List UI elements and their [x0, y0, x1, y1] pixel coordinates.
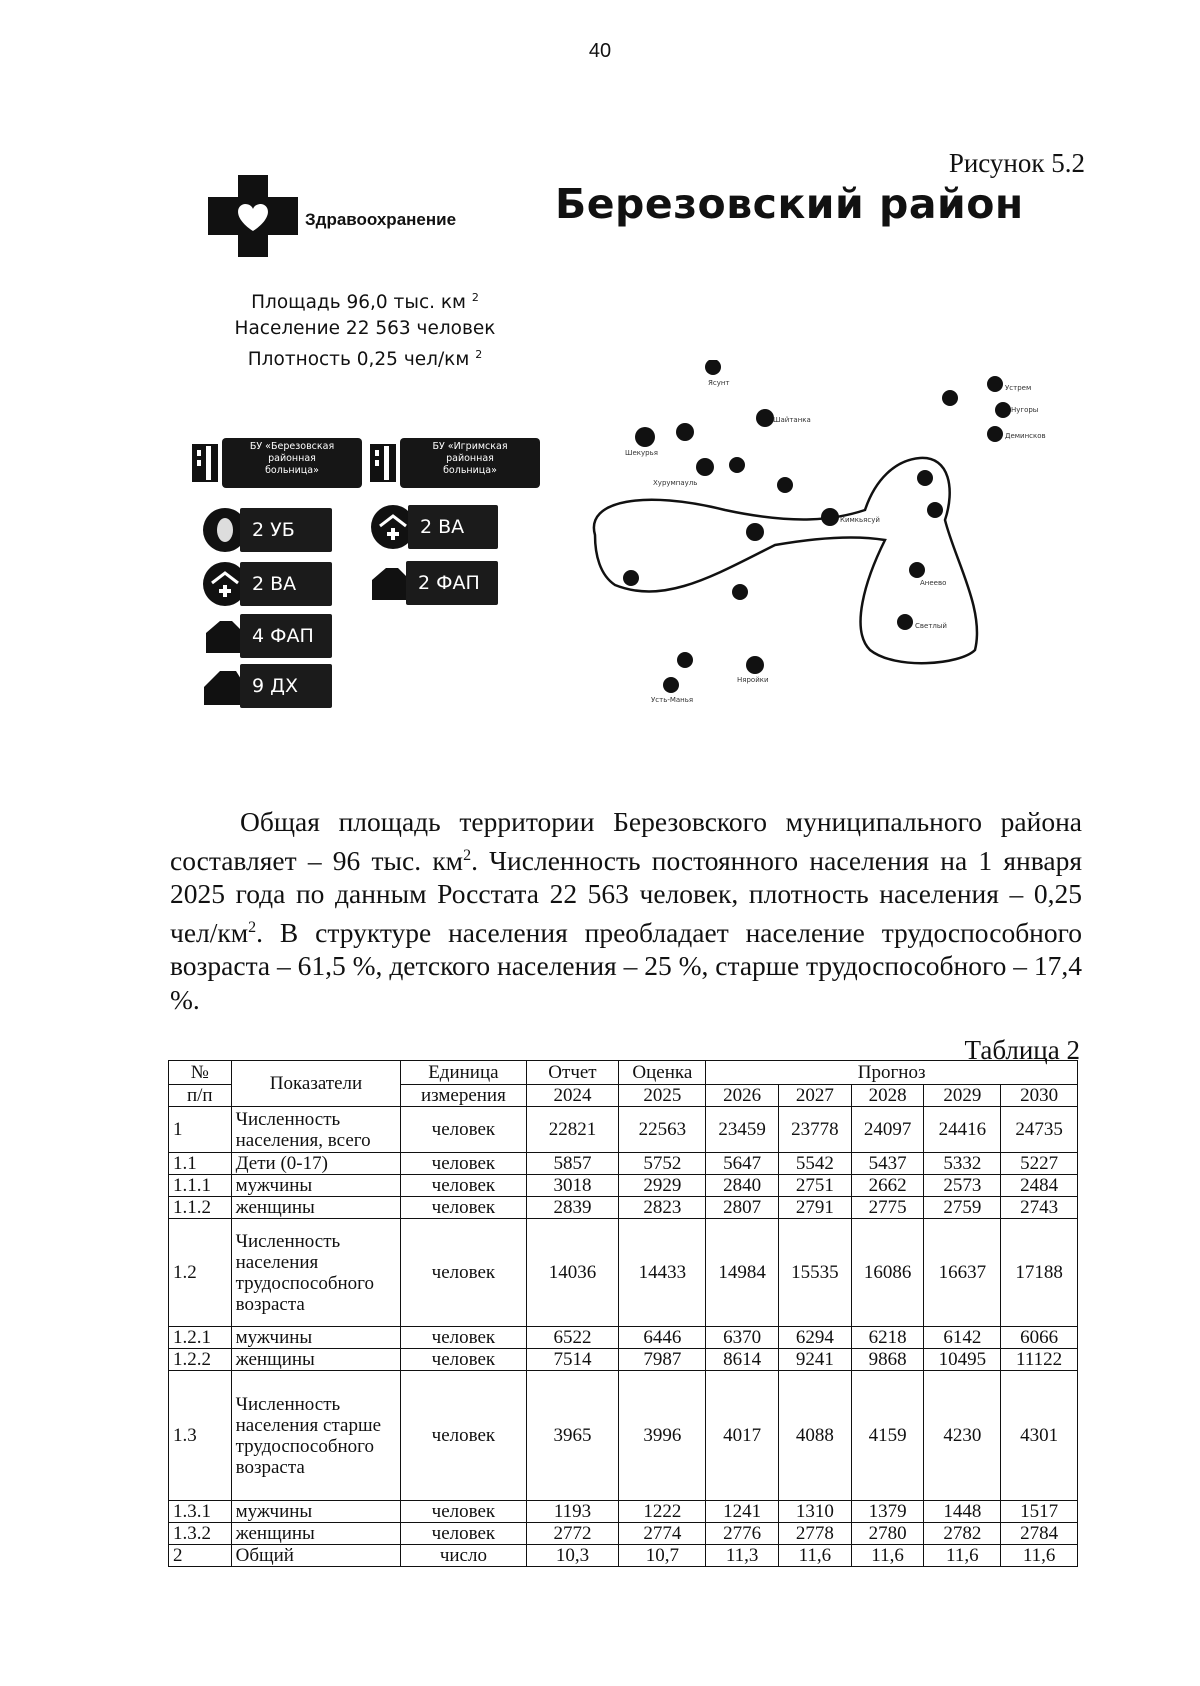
row-value: 14984: [706, 1219, 779, 1327]
row-number: 1.3.2: [169, 1523, 232, 1545]
map-label: Светлый: [915, 622, 947, 630]
facility-dh-left: 9 ДХ: [240, 664, 332, 708]
row-value: 16086: [851, 1219, 924, 1327]
population-table: [168, 1060, 1078, 1567]
row-number: 1.1.2: [169, 1197, 232, 1219]
page-number: 40: [588, 40, 612, 62]
header-num-sub: п/п: [169, 1085, 232, 1107]
table-row: [169, 1175, 1078, 1197]
row-value: 2839: [526, 1197, 619, 1219]
description-paragraph: Общая площадь территории Березовского муниципального района составляет – 96 тыс. $км^2$. Численность постоянного населения на 1 января 2025 года по данным Росстата 22 563 человек, плотность населения – 0,25 чел/$км^2$. В структуре населения преобладает население трудоспособного возраста – 61,5 %, детского населения – 25 %, старше трудоспособного – 17,4 %.: [170, 806, 1082, 1015]
map-label: Деминсков: [1005, 432, 1046, 440]
row-number: 1.1.1: [169, 1175, 232, 1197]
row-value: 11,3: [706, 1545, 779, 1567]
row-value: 15535: [779, 1219, 852, 1327]
row-indicator: женщины: [231, 1349, 401, 1371]
row-value: 11,6: [924, 1545, 1001, 1567]
row-value: 1222: [619, 1501, 706, 1523]
row-value: 2929: [619, 1175, 706, 1197]
row-unit: человек: [401, 1349, 526, 1371]
map-label: Шайтанка: [773, 416, 811, 424]
row-value: 5437: [851, 1153, 924, 1175]
row-value: 4159: [851, 1371, 924, 1501]
figure-label: Рисунок 5.2: [948, 148, 1085, 178]
row-value: 2775: [851, 1197, 924, 1219]
hospital-berezovo: БУ «Березовская районная больница»: [222, 438, 362, 488]
row-number: 1.2.2: [169, 1349, 232, 1371]
row-value: 1448: [924, 1501, 1001, 1523]
row-unit: человек: [401, 1175, 526, 1197]
map-label: Устрем: [1005, 384, 1032, 392]
map-label: Ясунт: [708, 379, 730, 387]
row-value: 16637: [924, 1219, 1001, 1327]
district-stats: [200, 285, 530, 373]
row-value: 1517: [1001, 1501, 1078, 1523]
row-value: 4017: [706, 1371, 779, 1501]
row-value: 7987: [619, 1349, 706, 1371]
row-value: 14036: [526, 1219, 619, 1327]
row-number: 1.3: [169, 1371, 232, 1501]
row-value: 24097: [851, 1107, 924, 1153]
row-value: 9241: [779, 1349, 852, 1371]
table-row: [169, 1153, 1078, 1175]
row-value: 17188: [1001, 1219, 1078, 1327]
row-value: 10495: [924, 1349, 1001, 1371]
map-label: Анеево: [920, 579, 947, 587]
row-indicator: мужчины: [231, 1501, 401, 1523]
facility-fap-left: 4 ФАП: [240, 614, 332, 658]
table-row: [169, 1523, 1078, 1545]
row-number: 1.2.1: [169, 1327, 232, 1349]
table-row: [169, 1197, 1078, 1219]
header-year: 2030: [1001, 1085, 1078, 1107]
row-value: 11,6: [779, 1545, 852, 1567]
header-forecast: Прогноз: [706, 1061, 1078, 1085]
row-value: 10,7: [619, 1545, 706, 1567]
row-unit: человек: [401, 1153, 526, 1175]
row-value: 2780: [851, 1523, 924, 1545]
row-unit: человек: [401, 1327, 526, 1349]
row-value: 11,6: [1001, 1545, 1078, 1567]
stat-area: Площадь 96,0 тыс. км $^2$: [251, 291, 479, 314]
medical-cross-heart-icon: [208, 175, 298, 257]
facility-va-left: 2 ВА: [240, 562, 332, 606]
stat-population: Население 22 563 человек: [234, 318, 496, 340]
table-row: [169, 1327, 1078, 1349]
row-value: 5332: [924, 1153, 1001, 1175]
table-label: Таблица 2: [964, 1035, 1080, 1065]
row-indicator: мужчины: [231, 1327, 401, 1349]
row-value: 6522: [526, 1327, 619, 1349]
row-value: 5857: [526, 1153, 619, 1175]
table-row: [169, 1219, 1078, 1327]
row-value: 2772: [526, 1523, 619, 1545]
row-unit: число: [401, 1545, 526, 1567]
row-value: 2791: [779, 1197, 852, 1219]
row-number: 1.1: [169, 1153, 232, 1175]
row-value: 9868: [851, 1349, 924, 1371]
row-value: 3018: [526, 1175, 619, 1197]
row-value: 6066: [1001, 1327, 1078, 1349]
header-year: 2026: [706, 1085, 779, 1107]
facility-fap-right: 2 ФАП: [406, 561, 498, 605]
map-label: Кимкьясуй: [840, 516, 880, 524]
facility-va-right: 2 ВА: [408, 505, 498, 549]
row-value: 5227: [1001, 1153, 1078, 1175]
row-indicator: Дети (0-17): [231, 1153, 401, 1175]
table-row: [169, 1371, 1078, 1501]
row-value: 6218: [851, 1327, 924, 1349]
row-value: 24735: [1001, 1107, 1078, 1153]
header-num: №: [169, 1061, 232, 1085]
row-number: 2: [169, 1545, 232, 1567]
row-value: 24416: [924, 1107, 1001, 1153]
header-indicator: Показатели: [231, 1061, 401, 1107]
row-value: 3996: [619, 1371, 706, 1501]
row-value: 8614: [706, 1349, 779, 1371]
row-value: 22563: [619, 1107, 706, 1153]
table-row: [169, 1545, 1078, 1567]
settlement-markers: [623, 360, 1011, 693]
row-value: 2778: [779, 1523, 852, 1545]
map-label: Хурумпауль: [653, 479, 698, 487]
row-value: 14433: [619, 1219, 706, 1327]
row-value: 2782: [924, 1523, 1001, 1545]
row-indicator: мужчины: [231, 1175, 401, 1197]
logo-text: Здравоохранение: [305, 210, 457, 229]
row-value: 1193: [526, 1501, 619, 1523]
row-unit: человек: [401, 1523, 526, 1545]
hospital-building-icon: [368, 440, 398, 484]
header-year: 2027: [779, 1085, 852, 1107]
map-label: Усть-Манья: [651, 696, 694, 704]
hospital-building-icon: [190, 440, 220, 484]
row-indicator: Численность населения старше трудоспособного возраста: [231, 1371, 401, 1501]
header-year: 2025: [619, 1085, 706, 1107]
table-row: [169, 1501, 1078, 1523]
map-label: Няройки: [737, 676, 769, 684]
row-value: 23778: [779, 1107, 852, 1153]
row-value: 2484: [1001, 1175, 1078, 1197]
row-value: 2807: [706, 1197, 779, 1219]
table-header: [169, 1061, 1078, 1107]
header-year: 2029: [924, 1085, 1001, 1107]
row-value: 4088: [779, 1371, 852, 1501]
row-unit: человек: [401, 1107, 526, 1153]
row-indicator: женщины: [231, 1197, 401, 1219]
row-value: 3965: [526, 1371, 619, 1501]
row-indicator: Численность населения трудоспособного возраста: [231, 1219, 401, 1327]
row-value: 2784: [1001, 1523, 1078, 1545]
header-estimate: Оценка: [619, 1061, 706, 1085]
row-value: 6370: [706, 1327, 779, 1349]
header-year: 2028: [851, 1085, 924, 1107]
row-value: 23459: [706, 1107, 779, 1153]
row-value: 1241: [706, 1501, 779, 1523]
row-value: 2774: [619, 1523, 706, 1545]
row-value: 4230: [924, 1371, 1001, 1501]
stat-density: Плотность 0,25 чел/км $^2$: [247, 348, 483, 371]
row-value: 5542: [779, 1153, 852, 1175]
row-value: 6142: [924, 1327, 1001, 1349]
row-value: 4301: [1001, 1371, 1078, 1501]
row-unit: человек: [401, 1219, 526, 1327]
map-label: Шекурья: [625, 449, 658, 457]
header-unit-sub: измерения: [401, 1085, 526, 1107]
facility-ub-left: 2 УБ: [240, 508, 332, 552]
table-row: [169, 1349, 1078, 1371]
header-unit: Единица: [401, 1061, 526, 1085]
row-value: 2823: [619, 1197, 706, 1219]
row-value: 5647: [706, 1153, 779, 1175]
district-title: Березовский район: [555, 180, 1024, 228]
row-indicator: женщины: [231, 1523, 401, 1545]
row-value: 2743: [1001, 1197, 1078, 1219]
header-year: 2024: [526, 1085, 619, 1107]
header-report: Отчет: [526, 1061, 619, 1085]
row-value: 2751: [779, 1175, 852, 1197]
hospital-igrim: БУ «Игримская районная больница»: [400, 438, 540, 488]
table-row: [169, 1107, 1078, 1153]
row-value: 6446: [619, 1327, 706, 1349]
row-value: 2573: [924, 1175, 1001, 1197]
row-value: 2840: [706, 1175, 779, 1197]
row-value: 11,6: [851, 1545, 924, 1567]
row-number: 1: [169, 1107, 232, 1153]
row-number: 1.3.1: [169, 1501, 232, 1523]
table-body: [169, 1107, 1078, 1567]
row-value: 5752: [619, 1153, 706, 1175]
row-value: 1379: [851, 1501, 924, 1523]
district-map: [565, 360, 1075, 720]
row-value: 11122: [1001, 1349, 1078, 1371]
row-indicator: Численность населения, всего: [231, 1107, 401, 1153]
map-label: Нугоры: [1011, 406, 1039, 414]
row-value: 1310: [779, 1501, 852, 1523]
row-unit: человек: [401, 1501, 526, 1523]
row-indicator: Общий: [231, 1545, 401, 1567]
row-value: 2662: [851, 1175, 924, 1197]
row-unit: человек: [401, 1371, 526, 1501]
row-value: 2776: [706, 1523, 779, 1545]
row-value: 6294: [779, 1327, 852, 1349]
row-value: 22821: [526, 1107, 619, 1153]
row-unit: человек: [401, 1197, 526, 1219]
row-value: 2759: [924, 1197, 1001, 1219]
row-value: 10,3: [526, 1545, 619, 1567]
row-number: 1.2: [169, 1219, 232, 1327]
row-value: 7514: [526, 1349, 619, 1371]
